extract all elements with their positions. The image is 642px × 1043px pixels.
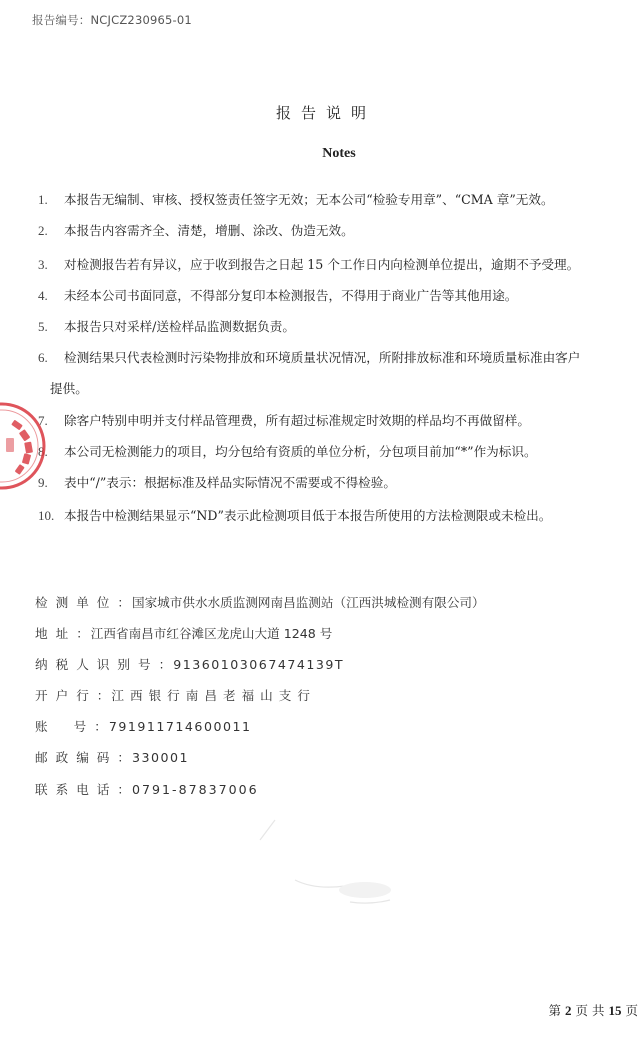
faint-smudge-icon xyxy=(255,810,405,930)
note-item-6 xyxy=(38,342,633,404)
company-address-row xyxy=(35,623,625,642)
note-text: 除客户特别申明并支付样品管理费，所有超过标准规定时效期的样品均不再做留样。 xyxy=(64,413,530,428)
note-number: 2. xyxy=(38,223,48,238)
company-phone-row xyxy=(35,779,625,798)
note-number: 9. xyxy=(38,475,48,490)
note-text: 对检测报告若有异议，应于收到报告之日起 15 个工作日内向检测单位提出，逾期不予受理。 xyxy=(64,257,580,272)
company-postcode-value: 330001 xyxy=(131,750,190,765)
company-tax-label: 纳 税 人 识 别 号 ： xyxy=(35,657,174,672)
company-phone-label: 联 系 电 话 ： xyxy=(35,782,132,797)
note-item-8 xyxy=(38,436,633,467)
company-postcode-label: 邮 政 编 码 ： xyxy=(35,750,132,765)
page-number-total: 15 xyxy=(608,1003,622,1018)
note-text: 本报告中检测结果显示“ND”表示此检测项目低于本报告所使用的方法检测限或未检出。 xyxy=(64,508,552,523)
company-account-row xyxy=(35,716,625,735)
page-title: 报告说明 xyxy=(275,104,376,122)
company-account-label: 账 号 ： xyxy=(35,719,109,734)
note-number: 1. xyxy=(38,192,48,207)
page-number xyxy=(549,1001,638,1019)
note-item-3 xyxy=(38,249,633,280)
note-number: 6. xyxy=(38,350,48,365)
page-number-suffix: 页 xyxy=(625,1003,638,1018)
note-item-5 xyxy=(38,311,633,342)
note-item-10 xyxy=(38,500,633,531)
company-bank-row xyxy=(35,685,625,704)
note-number: 7. xyxy=(38,413,48,428)
page-number-current: 2 xyxy=(565,1003,572,1018)
company-unit-value: 国家城市供水水质监测网南昌监测站（江西洪城检测有限公司） xyxy=(131,595,485,610)
note-item-4 xyxy=(38,280,633,311)
company-bank-label: 开 户 行 ： xyxy=(35,688,112,703)
company-account-value: 791911714600011 xyxy=(108,719,252,734)
note-text: 本报告无编制、审核、授权签责任签字无效；无本公司“检验专用章”、“CMA 章”无效。 xyxy=(64,192,554,207)
company-postcode-row xyxy=(35,747,625,766)
page-subtitle: Notes xyxy=(322,146,356,161)
note-text: 检测结果只代表检测时污染物排放和环境质量状况情况，所附排放标准和环境质量标准由客户 xyxy=(64,350,581,365)
note-number: 8. xyxy=(38,444,48,459)
company-unit-row xyxy=(35,592,625,611)
note-text: 本报告内容需齐全、清楚，增删、涂改、伪造无效。 xyxy=(64,223,354,238)
note-item-9 xyxy=(38,467,633,498)
note-item-7 xyxy=(38,405,633,436)
company-address-label: 地 址 ： xyxy=(35,626,91,641)
company-tax-value: 91360103067474139T xyxy=(173,657,345,672)
note-item-2 xyxy=(38,215,633,246)
page-number-mid: 页 共 xyxy=(575,1003,605,1018)
note-text: 表中“/”表示：根据标准及样品实际情况不需要或不得检验。 xyxy=(64,475,396,490)
company-address-value: 江西省南昌市红谷滩区龙虎山大道 1248 号 xyxy=(90,626,333,641)
company-bank-value: 江 西 银 行 南 昌 老 福 山 支 行 xyxy=(111,688,311,703)
note-text: 本报告只对采样/送检样品监测数据负责。 xyxy=(64,319,295,334)
note-text-continued: 提供。 xyxy=(50,381,88,396)
page-number-prefix: 第 xyxy=(548,1003,562,1018)
note-number: 3. xyxy=(38,257,48,272)
note-text: 本公司无检测能力的项目，均分包给有资质的单位分析，分包项目前加“*”作为标识。 xyxy=(64,444,537,459)
note-text: 未经本公司书面同意，不得部分复印本检测报告，不得用于商业广告等其他用途。 xyxy=(64,288,518,303)
company-unit-label: 检 测 单 位 ： xyxy=(35,595,132,610)
official-seal-icon xyxy=(0,398,50,494)
company-tax-row xyxy=(35,654,625,673)
note-number: 4. xyxy=(38,288,48,303)
note-item-1 xyxy=(38,184,633,215)
note-number: 10. xyxy=(38,508,55,523)
note-number: 5. xyxy=(38,319,48,334)
company-phone-value: 0791-87837006 xyxy=(131,782,259,797)
report-number: 报告编号：NCJCZ230965-01 xyxy=(32,13,192,27)
